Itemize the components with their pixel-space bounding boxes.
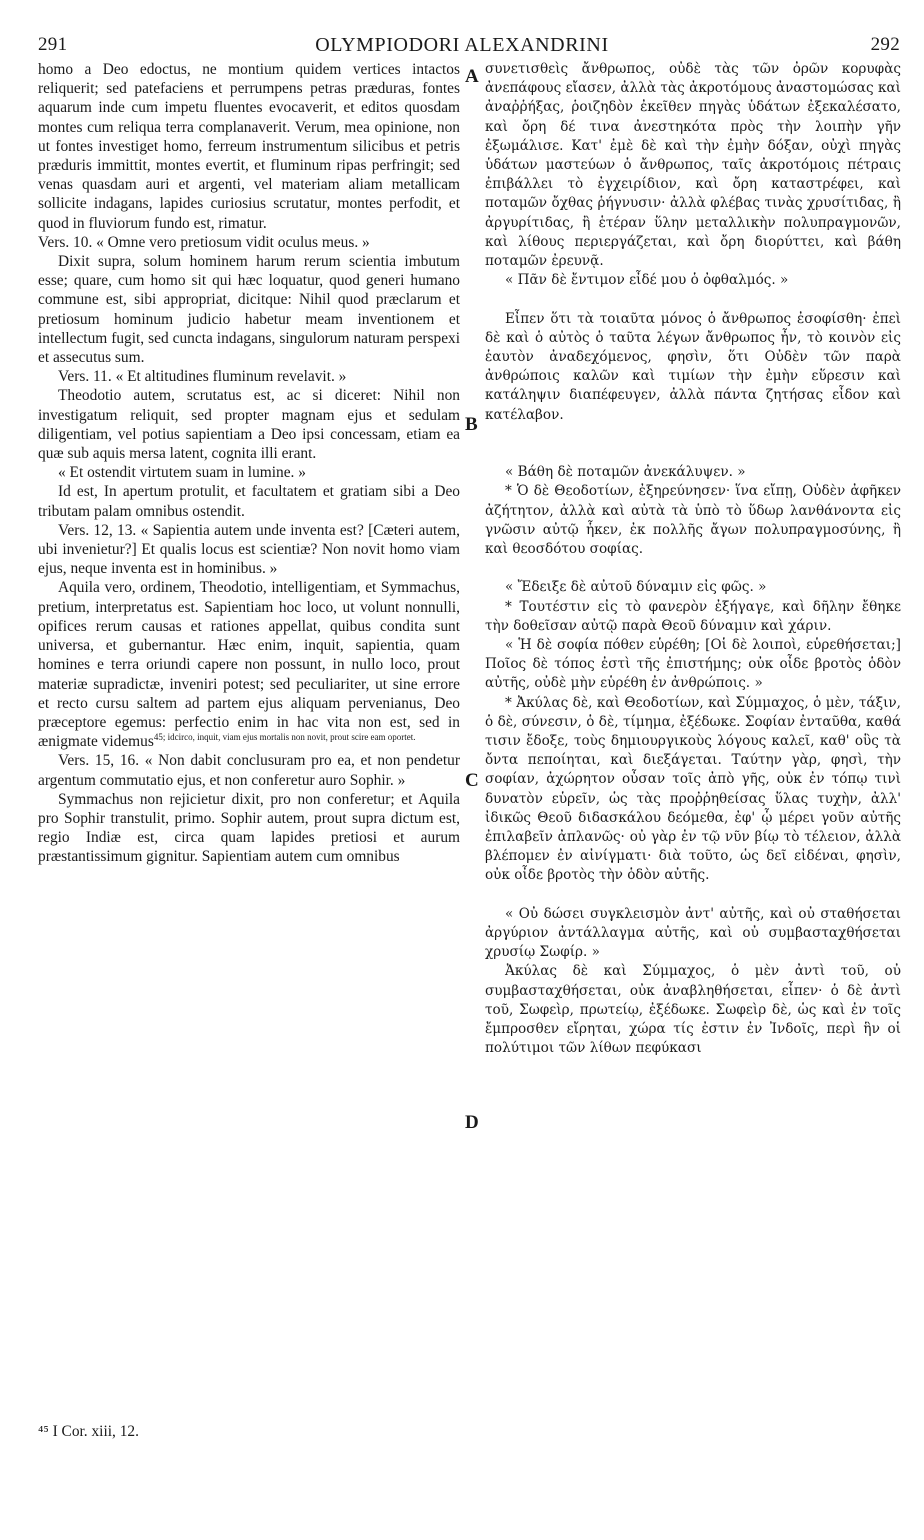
greek-verse-quote: « Οὐ δώσει συγκλεισμὸν ἀντ' αὐτῆς, καὶ οὐ σταθήσεται ἀργύριον ἀντάλλαγμα αὐτῆς, καὶ οὐ συμβασταχθήσεται χρυσίῳ Σωφίρ. »: [485, 905, 901, 961]
latin-verse-heading: Vers. 15, 16. « Non dabit conclusuram pro ea, et non pendetur argentum commutatio ejus, et non conferetur auro Sophir. »: [38, 752, 460, 789]
greek-paragraph: * Ὁ δὲ Θεοδοτίων, ἐξηρεύνησεν· ἵνα εἴπῃ, Οὐδὲν ἀφῆκεν ἀζήτητον, ἀλλὰ καὶ αὐτὰ τὰ ὑπὸ τὸ ὕδωρ λανθάνοντα εἰς γνῶσιν αὐτῷ ἧκεν, ἐκ πολλῆς ἄγων πολυπραγμοσύνης, ἢ καὶ θεοσδότου σοφίας.: [485, 483, 901, 558]
running-title: OLYMPIODORI ALEXANDRINI: [315, 34, 609, 56]
greek-paragraph: * Ἀκύλας δὲ, καὶ Θεοδοτίων, καὶ Σύμμαχος, ὁ μὲν, τάξιν, ὁ δὲ, σύνεσιν, ὁ δὲ, τίμημα, ἐξέδωκε. Σοφίαν ἐνταῦθα, καθά τισιν ἔδοξε, τοὺς δημιουργικοὺς λόγους καλεῖ, καθ' οὓς τὰ ὄντα πεποίηται, καὶ διεξάγεται. Ταύτην γὰρ, φησὶ, τὴν σοφίαν, ἀχώρητον οὖσαν τοῖς ἀπὸ γῆς, οὐκ ἐν τόπῳ τινὶ δυνατὸν εὑρεῖν, ὡς τὰς προῤῥηθείσας ὕλας τυχὴν, ἀλλ' ἰδικῶς Θεοῦ διδασκάλου δεόμεθα, ἐφ' ᾧ μέρει γοῦν αὐτῆς ἐπιλαβεῖν ἀπλανῶς· οὐ γὰρ ἐν τῷ νῦν βίῳ τὸ τέλειον, ἀλλὰ βλέπομεν ἐν αἰνίγματι· διὰ τοῦτο, ὡς δεῖ εἰδέναι, φησὶν, οὐκ οἶδε βροτὸς τὴν ὁδὸν αὐτῆς.: [485, 694, 901, 884]
latin-paragraph: homo a Deo edoctus, ne montium quidem vertices intactos reliquerit; sed patefaciens et perrumpens petras præduras, fontes aquarum inde cum impetu fluentes evocaverit, et editos quosdam montes cum reliqua terra complanaverit. Verum, mea opinione, non ut fontes investiget homo, ferreum instrumentum silicibus et petris præduris immittit, montes evertit, et fluminum ripas perfringit; sed venas quasdam auri et argenti, vel materiam aliam metallicam sollicite indagans, lapides curiosius scrutatur, montes perfodit, et quod in fluviorum fundo est, rimatur.: [38, 61, 460, 232]
page-number-right: 292: [870, 34, 900, 55]
latin-paragraph-text: Aquila vero, ordinem, Theodotio, intelligentiam, et Symmachus, pretium, interpretatus est. Sapientiam hoc loco, ut volunt nonnulli, opifices rerum causas et rationes appellat, quibus condita sunt universa, et gubernantur. Hæc enim, inquit, sapientia, quam homines e terra oriundi capere non possunt, in nullo loco, prout materiæ supradictæ, inveniri potest; sed peculiariter, ut sine errore et recto cursu saltem ad partem ejus aliquam pervenianus, Deo præceptore egemus: perfectio enim in hac vita non est, sed in ænigmate videmus: [38, 579, 460, 751]
greek-verse-quote: « Ἡ δὲ σοφία πόθεν εὑρέθη; [Οἱ δὲ λοιποὶ, εὑρεθήσεται;] Ποῖος δὲ τόπος ἐστὶ τῆς ἐπιστήμης; οὐκ οἶδε βροτὸς ὁδὸν αὐτῆς, οὐδὲ μὴν εὑρέθη ἐν ἀνθρώποις. »: [485, 637, 901, 692]
spacer: [485, 425, 901, 463]
greek-paragraph: Ἀκύλας δὲ καὶ Σύμμαχος, ὁ μὲν ἀντὶ τοῦ, οὐ συμβασταχθήσεται, οὐκ ἀναβληθήσεται, εἶπεν· ὁ δὲ ἀντὶ τοῦ, Σωφεὶρ, πρωτείῳ, ἐξέδωκε. Σωφεὶρ δὲ, ὡς καὶ ἐν τοῖς ἔμπροσθεν εἴρηται, χώρα τίς ἐστιν ἐν Ἰνδοῖς, περὶ ἣν οἱ πολύτιμοι τῶν λίθων πεφύκασι: [485, 963, 901, 1057]
page-number-left: 291: [38, 34, 68, 55]
spacer: [485, 886, 901, 905]
latin-verse-heading: Vers. 12, 13. « Sapientia autem unde inventa est? [Cæteri autem, ubi invenietur?] Et qualis locus est scientiæ? Non novit homo viam ejus, neque inventa est in hominibus. »: [38, 521, 460, 578]
latin-paragraph: Theodotio autem, scrutatus est, ac si diceret: Nihil non investigatum reliquit, sed propter magnam ejus et sedulam diligentiam, vel potius sapientiam a Deo ipsi concessam, etiam ea quæ sub aquis mersa latent, cognita illi erant.: [38, 387, 460, 463]
latin-verse-heading: Vers. 11. « Et altitudines fluminum revelavit. »: [58, 368, 347, 386]
greek-paragraph: συνετισθεὶς ἄνθρωπος, οὐδὲ τὰς τῶν ὀρῶν κορυφὰς ἀνεπάφους εἴασεν, ἀλλὰ τὰς ἀκροτόμους ἀναστομώσας καὶ ἀναῤῥήξας, ῥοιζηδὸν ἐκεῖθεν πηγὰς ὑδάτων ἐξεκαλέσατο, καὶ ὄρη δέ τινα ἀνεστηκότα πρὸς τὴν λοιπὴν γῆν ἐξωμάλισε. Κατ' ἐμὲ δὲ καὶ τὴν ἐμὴν δόξαν, οὐχὶ πηγὰς ὑδάτων μαστεύων ὁ ἄνθρωπος, ταῖς ἀκροτόμοις πέτραις ἐπιβάλλει τὸ ἐγχειρίδιον, καὶ ὄρη καταστρέφει, καὶ ποταμῶν ὄχθας ῥήγνυσιν· ἀλλὰ φλέβας τινὰς χρυσίτιδας, ἢ ἀργυρίτιδας, ἢ ἑτέραν ὕλην μεταλλικὴν πολυπραγμονῶν, καὶ λίθους περιεργάζεται, καὶ ὄρη διορύττει, καὶ βάθη ποταμῶν ἐρευνᾷ.: [485, 61, 901, 270]
latin-verse-heading: Vers. 10. « Omne vero pretiosum vidit oculus meus. »: [38, 233, 370, 251]
latin-column: [38, 60, 460, 867]
greek-verse-quote: « Πᾶν δὲ ἔντιμον εἶδέ μου ὁ ὀφθαλμός. »: [505, 272, 789, 289]
greek-column: [485, 60, 901, 1059]
latin-paragraph: Symmachus non rejicietur dixit, pro non conferetur; et Aquila pro Sophir transtulit, primo. Sophir autem, prout supra dictum est, regio Indiæ est, circa quam lapides pretiosi et aurum præstantissimum gignitur. Sapientiam autem cum omnibus: [38, 790, 460, 866]
margin-marker-a: A: [465, 66, 479, 87]
greek-verse-quote: « Ἔδειξε δὲ αὐτοῦ δύναμιν εἰς φῶς. »: [505, 579, 767, 596]
greek-paragraph: * Τουτέστιν εἰς τὸ φανερὸν ἐξήγαγε, καὶ δῆλην ἔθηκε τὴν δοθεῖσαν αὐτῷ παρὰ Θεοῦ δύναμιν καὶ χάριν.: [485, 598, 901, 634]
margin-marker-d: D: [465, 1112, 479, 1133]
margin-marker-c: C: [465, 770, 479, 791]
greek-verse-quote: « Βάθη δὲ ποταμῶν ἀνεκάλυψεν. »: [505, 464, 746, 481]
spacer: [485, 290, 901, 309]
latin-paragraph: Dixit supra, solum hominem harum rerum scientia imbutum esse; quare, cum homo sit qui hæc loquatur, quod generi humano commune est, sibi appropriat, dicitque: Nihil quod præclarum et pretiosum hominum judicio habetur meam inventionem et intellectum fugit, sed cuncta indagans, singulorum naturam perspexi et assecutus sum.: [38, 253, 460, 367]
footnote-ref: 45; idcirco, inquit, viam ejus mortalis non novit, prout scire eam oportet.: [153, 731, 416, 742]
spacer: [485, 559, 901, 578]
margin-marker-b: B: [465, 414, 478, 435]
latin-paragraph: [38, 578, 460, 751]
latin-paragraph: Id est, In apertum protulit, et facultatem et gratiam sibi a Deo tributam palam omnibus ostendit.: [38, 483, 460, 520]
latin-verse-quote: « Et ostendit virtutem suam in lumine. »: [58, 464, 306, 482]
footnote: ⁴⁵ I Cor. xiii, 12.: [38, 1423, 139, 1440]
greek-paragraph: Εἶπεν ὅτι τὰ τοιαῦτα μόνος ὁ ἄνθρωπος ἐσοφίσθη· ἐπεὶ δὲ καὶ ὁ αὐτὸς ὁ ταῦτα λέγων ἄνθρωπος ἦν, τὸ κοινὸν εἰς ἑαυτὸν ἀναδεχόμενος, φησὶν, ὅτι Οὐδὲν τῶν παρὰ ἀνθρώποις καλῶν καὶ τιμίων τὴν ἐμὴν εὕρεσιν καὶ κατάληψιν διαπέφευγεν, ἀλλὰ πάντα ζητήσας εἶδον καὶ κατέλαβον.: [485, 310, 901, 423]
